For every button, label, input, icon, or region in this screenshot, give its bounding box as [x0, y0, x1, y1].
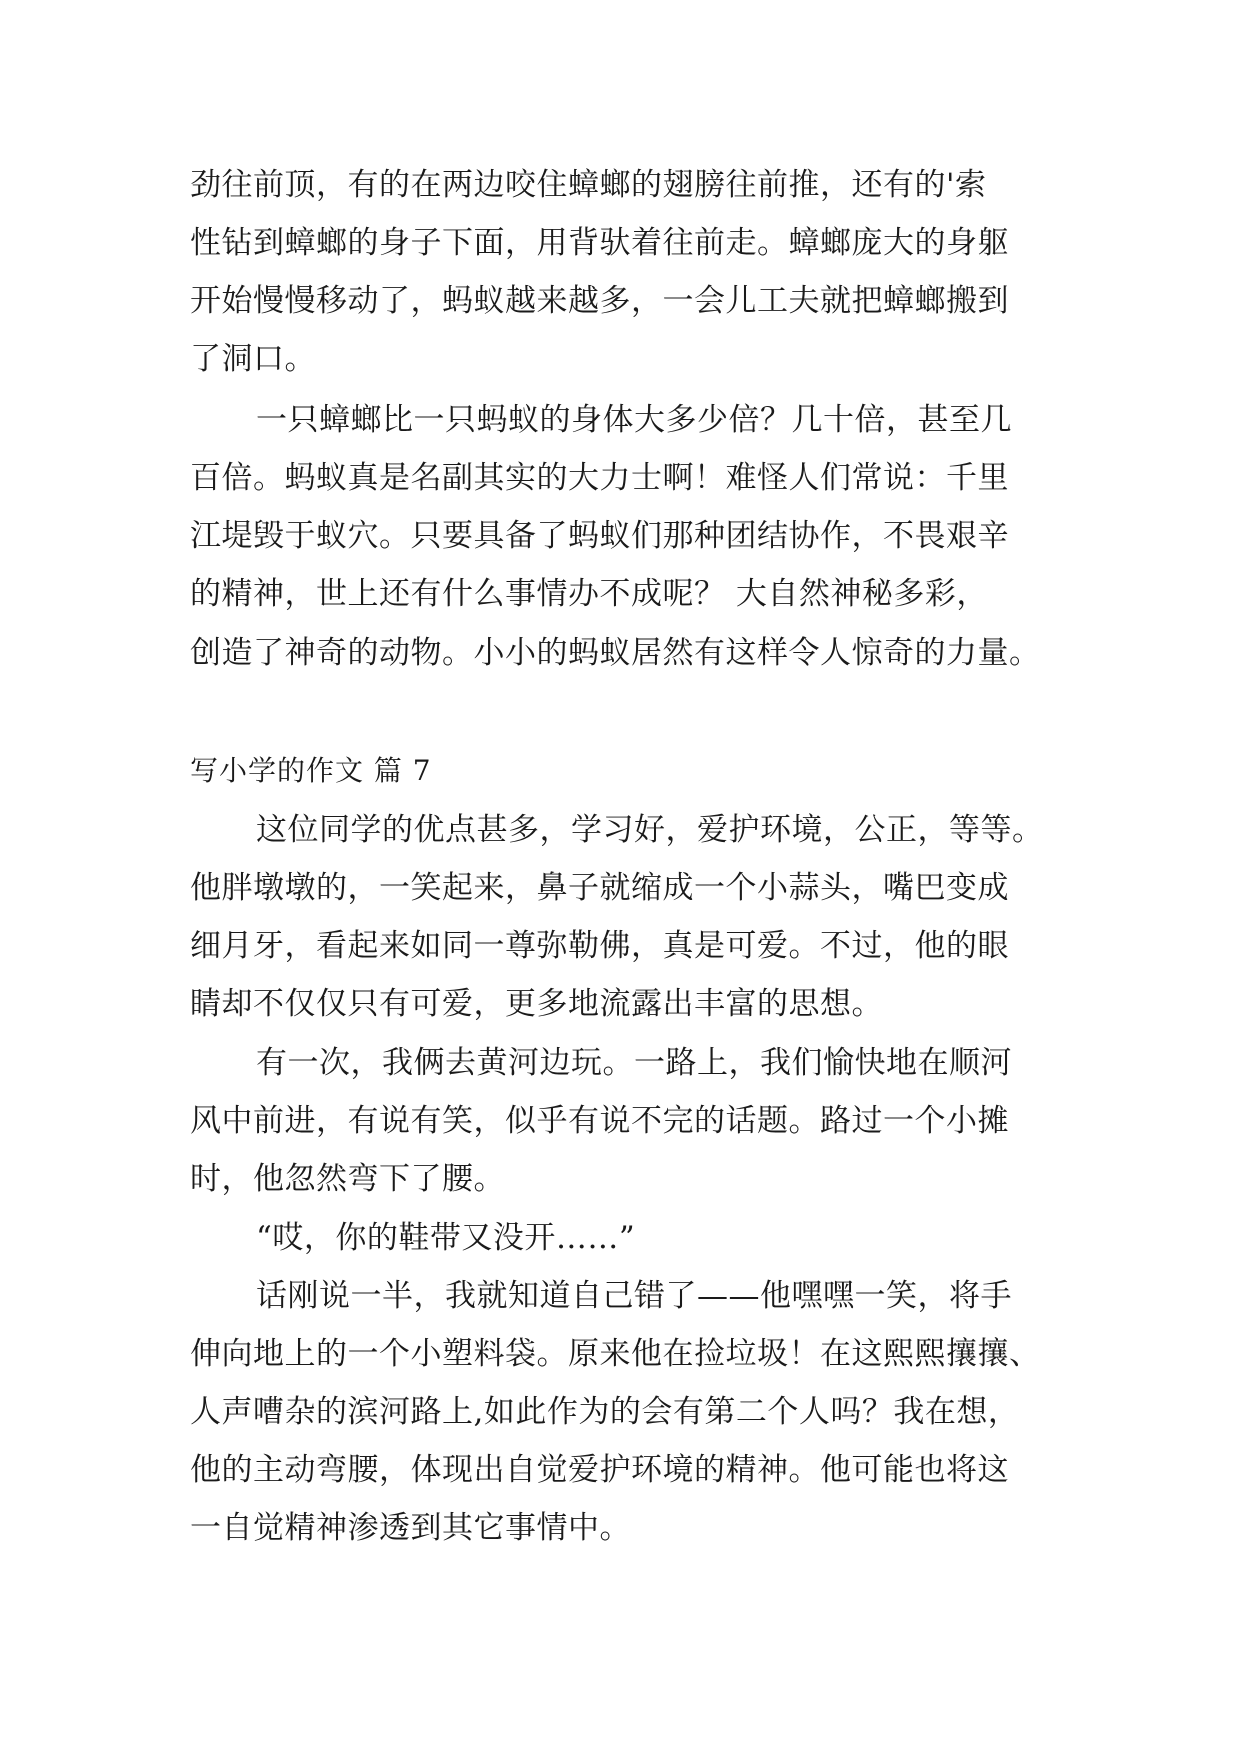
- text-line: 风中前进，有说有笑，似乎有说不完的话题。路过一个小摊: [190, 1103, 1009, 1139]
- text-line: 一只蟑螂比一只蚂蚁的身体大多少倍？几十倍，甚至几: [256, 402, 1012, 438]
- section-heading: 写小学的作文 篇 7: [190, 754, 432, 787]
- text-line: “哎，你的鞋带又没开……”: [256, 1220, 636, 1256]
- text-line: 他的主动弯腰，体现出自觉爱护环境的精神。他可能也将这: [190, 1452, 1009, 1488]
- text-line: 的精神，世上还有什么事情办不成呢？ 大自然神秘多彩，: [190, 576, 988, 612]
- text-line: 细月牙，看起来如同一尊弥勒佛，真是可爱。不过，他的眼: [190, 928, 1009, 964]
- text-line: 劲往前顶，有的在两边咬住蟑螂的翅膀往前推，还有的'索: [190, 167, 987, 203]
- text-line: 话刚说一半，我就知道自己错了——他嘿嘿一笑，将手: [256, 1278, 1012, 1314]
- text-line: 性钻到蟑螂的身子下面，用背驮着往前走。蟑螂庞大的身躯: [190, 225, 1009, 261]
- text-line: 创造了神奇的动物。小小的蚂蚁居然有这样令人惊奇的力量。: [190, 635, 1041, 671]
- text-line: 有一次，我俩去黄河边玩。一路上，我们愉快地在顺河: [256, 1045, 1012, 1081]
- text-line: 江堤毁于蚁穴。只要具备了蚂蚁们那种团结协作，不畏艰辛: [190, 518, 1009, 554]
- text-line: 这位同学的优点甚多，学习好，爱护环境，公正，等等。: [256, 812, 1044, 848]
- text-line: 一自觉精神渗透到其它事情中。: [190, 1510, 631, 1546]
- text-line: 开始慢慢移动了，蚂蚁越来越多，一会儿工夫就把蟑螂搬到: [190, 283, 1009, 319]
- text-line: 百倍。蚂蚁真是名副其实的大力士啊！难怪人们常说：千里: [190, 460, 1009, 496]
- text-line: 人声嘈杂的滨河路上,如此作为的会有第二个人吗？我在想，: [190, 1394, 1020, 1430]
- text-line: 他胖墩墩的，一笑起来，鼻子就缩成一个小蒜头，嘴巴变成: [190, 870, 1009, 906]
- text-line: 睛却不仅仅只有可爱，更多地流露出丰富的思想。: [190, 986, 883, 1022]
- text-line: 时，他忽然弯下了腰。: [190, 1161, 505, 1197]
- text-line: 了洞口。: [190, 341, 316, 377]
- text-line: 伸向地上的一个小塑料袋。原来他在捡垃圾！在这熙熙攘攘、: [190, 1336, 1041, 1372]
